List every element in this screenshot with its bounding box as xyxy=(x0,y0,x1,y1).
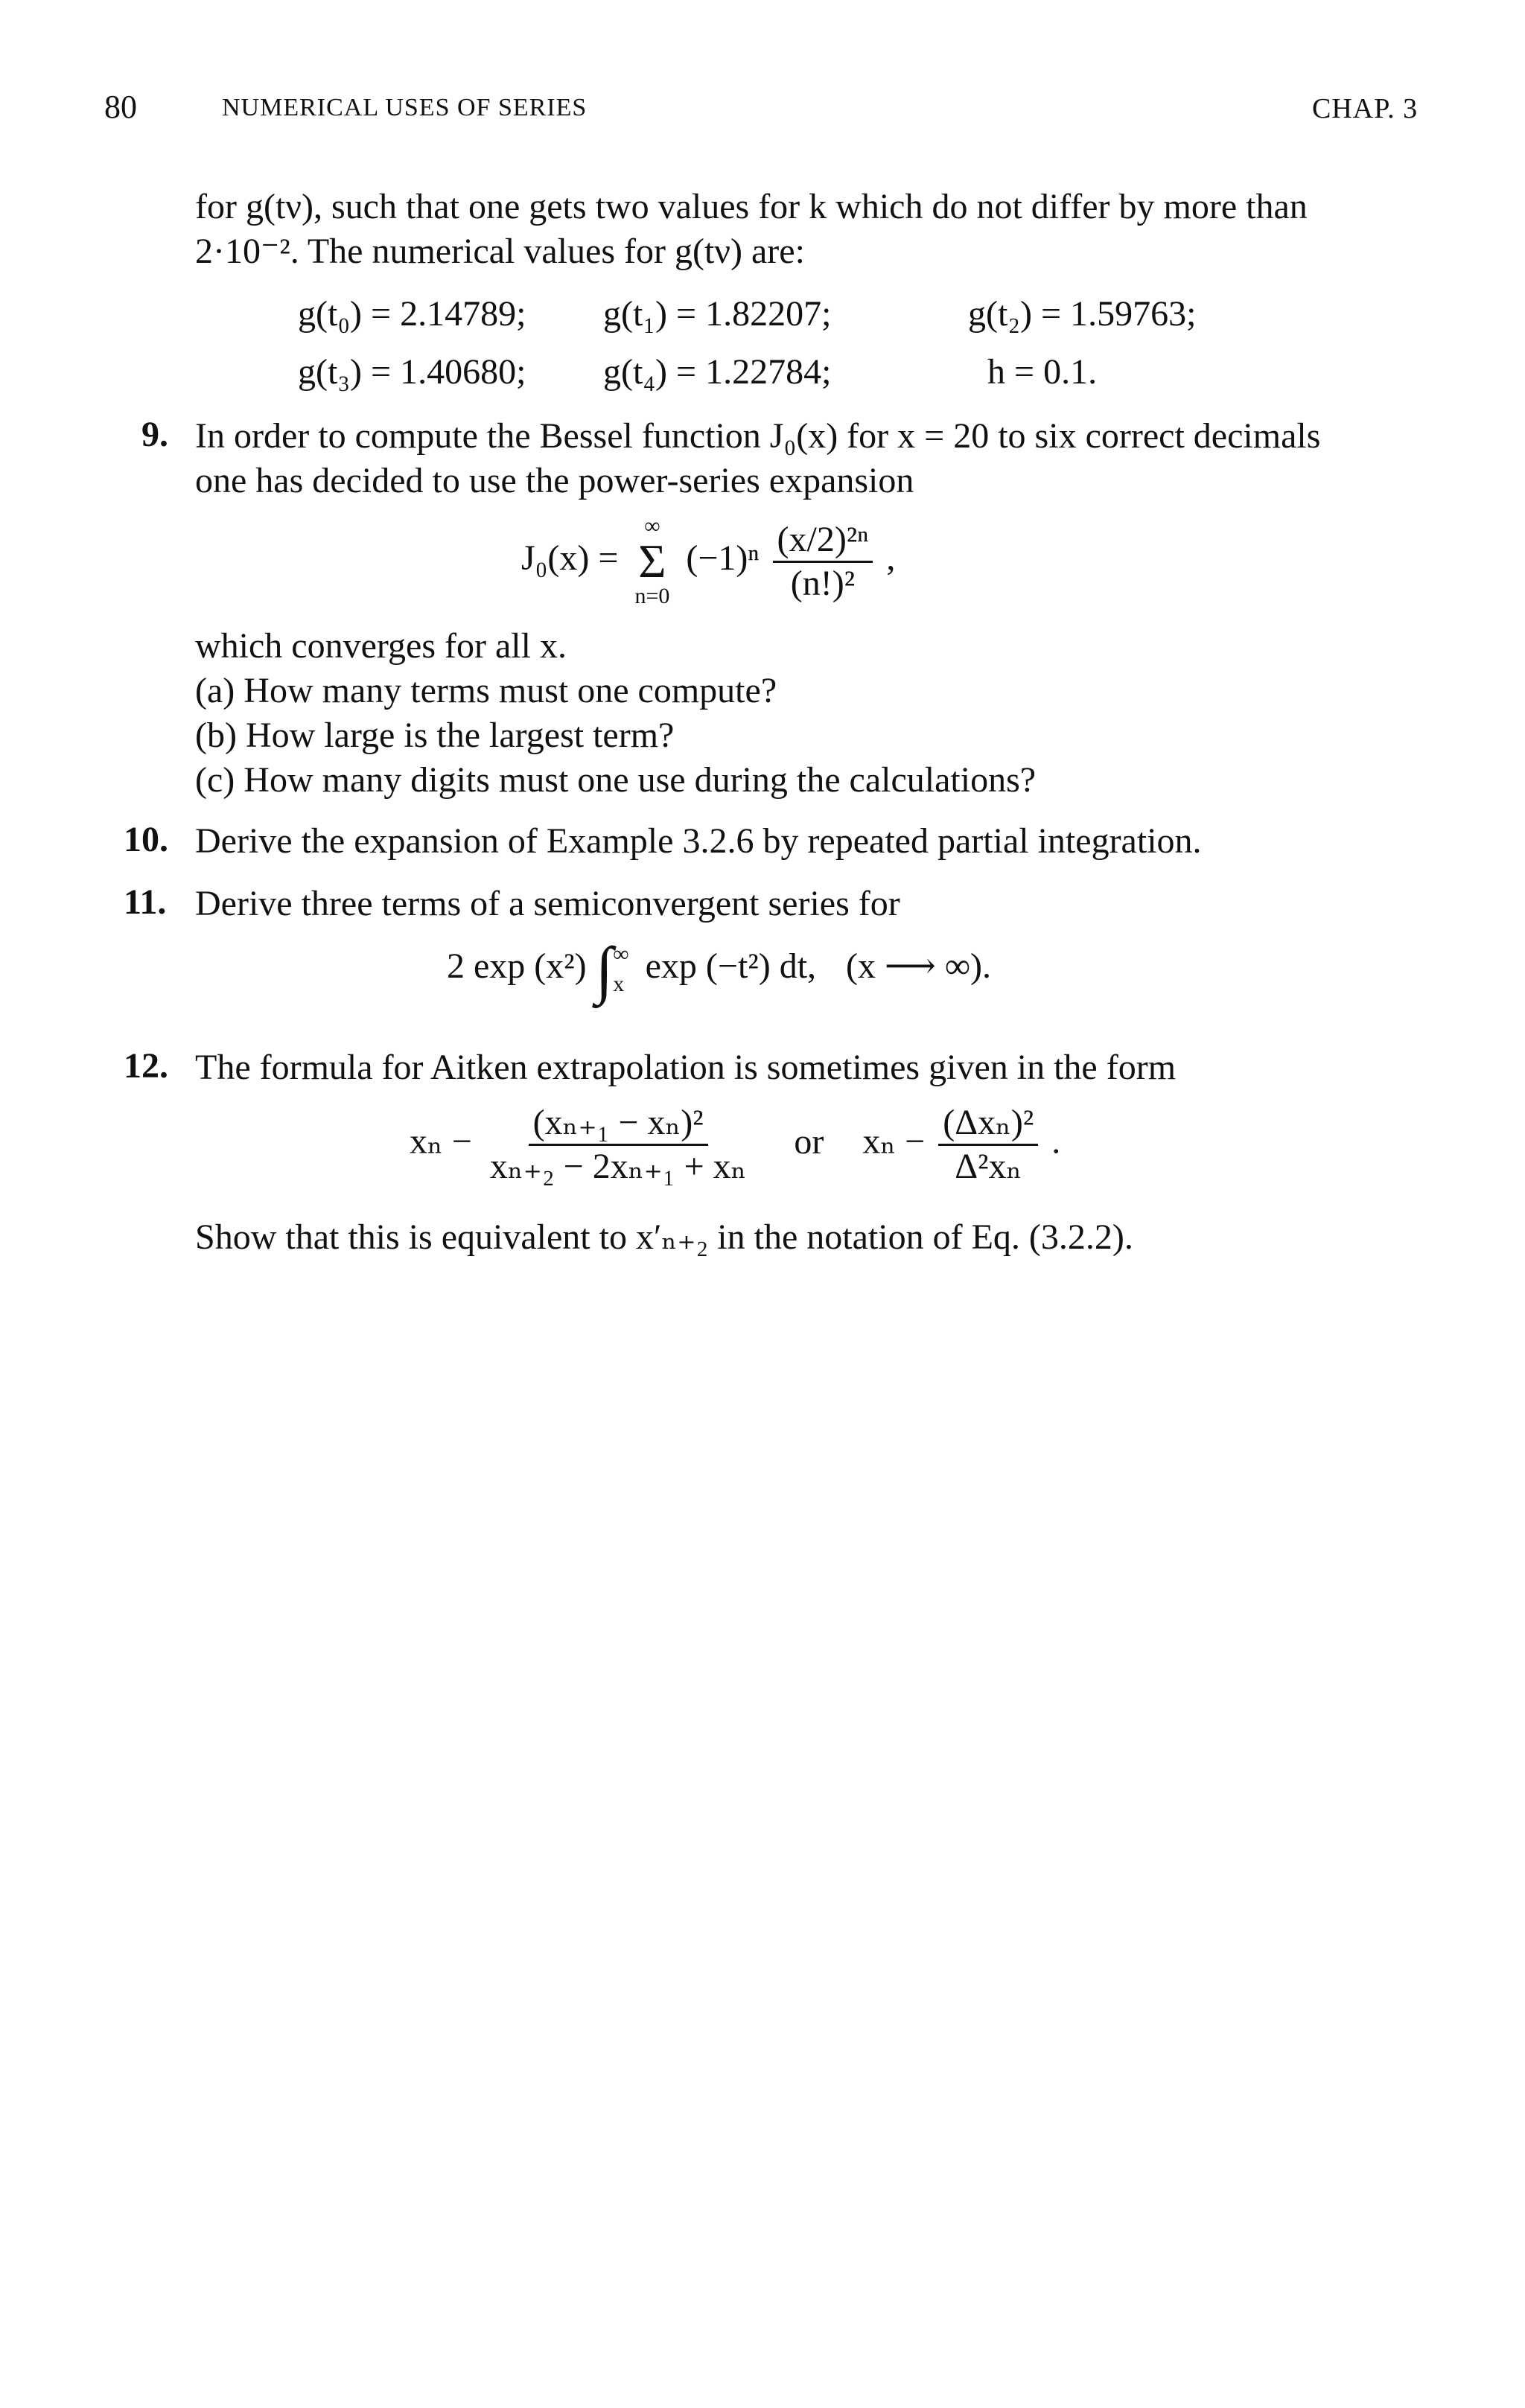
value-g-t4: g(t₄) = 1.22784; xyxy=(603,352,832,392)
value-g-t2: g(t₂) = 1.59763; xyxy=(968,294,1197,334)
aitken-numerator-1: (xₙ₊₁ − xₙ)² xyxy=(529,1103,708,1146)
intro-line-1: for g(tν), such that one gets two values for k which do not differ by more than xyxy=(195,187,1308,226)
problem-11-number: 11. xyxy=(124,882,167,922)
intro-line-2: 2·10⁻². The numerical values for g(tν) are: xyxy=(195,232,805,271)
problem-9-part-b: (b) How large is the largest term? xyxy=(195,716,675,755)
semiconvergent-formula xyxy=(447,934,992,1005)
summation-sign xyxy=(634,514,669,609)
problem-9-line-1: In order to compute the Bessel function J₀(x) for x = 20 to six correct decimals xyxy=(195,416,1321,456)
integrand: exp (−t²) dt, xyxy=(645,946,817,987)
value-g-t0: g(t₀) = 2.14789; xyxy=(298,294,526,334)
aitken-formula xyxy=(410,1103,1060,1186)
bessel-denominator: (n!)² xyxy=(790,563,856,603)
bessel-fraction xyxy=(773,520,873,603)
sigma-upper-limit: ∞ xyxy=(644,514,660,538)
problem-9-line-2: one has decided to use the power-series expansion xyxy=(195,461,914,500)
problem-9-part-c: (c) How many digits must one use during the calculations? xyxy=(195,760,1037,800)
bessel-numerator: (x/2)²ⁿ xyxy=(773,520,873,563)
integral-limits xyxy=(613,940,628,999)
problem-9-number: 9. xyxy=(141,415,168,454)
aitken-fraction-2 xyxy=(938,1103,1038,1186)
aitken-trailing-period: . xyxy=(1051,1121,1061,1162)
integral-lower-limit: x xyxy=(613,972,625,996)
value-h: h = 0.1. xyxy=(987,352,1098,392)
problem-9-part-a: (a) How many terms must one compute? xyxy=(195,671,777,710)
value-g-t3: g(t₃) = 1.40680; xyxy=(298,352,526,392)
problem-10-text: Derive the expansion of Example 3.2.6 by repeated partial integration. xyxy=(195,821,1202,861)
bessel-sign-factor: (−1)ⁿ xyxy=(686,538,760,579)
problem-12-closing: Show that this is equivalent to x′ₙ₊₂ in the notation of Eq. (3.2.2). xyxy=(195,1217,1133,1257)
problem-9-line-3: which converges for all x. xyxy=(195,626,567,666)
formula-prefix: 2 exp (x²) xyxy=(447,946,587,987)
bessel-formula xyxy=(521,514,895,609)
sigma-symbol: Σ xyxy=(638,535,666,587)
chapter-label: CHAP. 3 xyxy=(1312,93,1419,124)
integral-upper-limit: ∞ xyxy=(613,942,629,966)
problem-11-text: Derive three terms of a semiconvergent series for xyxy=(195,884,900,923)
aitken-fraction-1 xyxy=(485,1103,751,1186)
problem-12-text: The formula for Aitken extrapolation is sometimes given in the form xyxy=(195,1048,1177,1087)
bessel-trailing-comma: , xyxy=(886,538,896,579)
problem-10-number: 10. xyxy=(124,820,168,859)
bessel-lhs: J₀(x) = xyxy=(521,538,619,579)
aitken-denominator-2: Δ²xₙ xyxy=(955,1147,1022,1186)
aitken-or: or xyxy=(794,1121,824,1162)
page-number: 80 xyxy=(104,89,137,125)
sigma-lower-limit: n=0 xyxy=(634,584,670,608)
aitken-lhs-1: xₙ − xyxy=(410,1121,472,1162)
aitken-lhs-2: xₙ − xyxy=(862,1121,926,1162)
integral-sign: ∫ xyxy=(595,934,614,1005)
running-title: NUMERICAL USES OF SERIES xyxy=(222,94,588,121)
problem-12-number: 12. xyxy=(124,1046,168,1086)
value-g-t1: g(t₁) = 1.82207; xyxy=(603,294,832,334)
aitken-numerator-2: (Δxₙ)² xyxy=(938,1103,1038,1146)
limit-condition: (x ⟶ ∞). xyxy=(846,946,992,987)
aitken-denominator-1: xₙ₊₂ − 2xₙ₊₁ + xₙ xyxy=(489,1147,747,1186)
